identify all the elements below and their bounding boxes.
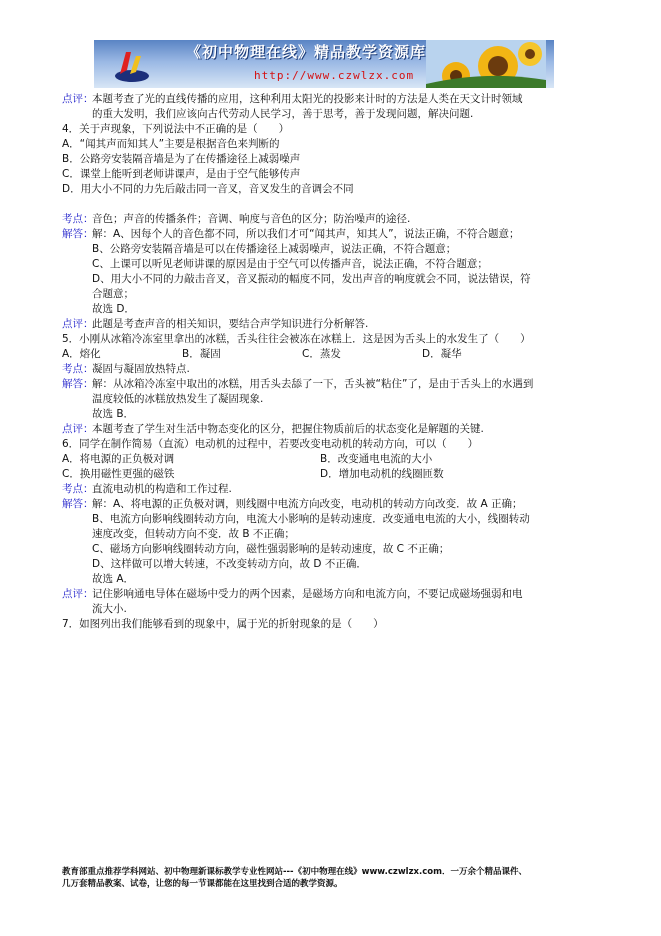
footer-line-2: 几万套精品教案、试卷，让您的每一节课都能在这里找到合适的教学资源。	[62, 879, 343, 889]
label-kaodian: 考点：	[62, 483, 94, 495]
site-logo-icon	[112, 46, 152, 84]
q4-answer: 故选 D．	[92, 303, 135, 315]
q6-option-c: C．换用磁性更强的磁铁	[62, 468, 175, 480]
q6-options-row1	[62, 452, 594, 467]
q5-option-c: C．蒸发	[302, 348, 341, 360]
q4-dianping: 点评：此题是考查声音的相关知识，要结合声学知识进行分析解答.	[62, 318, 369, 330]
sunflower-icon	[426, 40, 546, 88]
q4-option-a: A．“闻其声而知其人”主要是根据音色来判断的	[62, 138, 280, 150]
q4-option-d: D．用大小不同的力先后敲击同一音叉，音叉发生的音调会不同	[62, 183, 354, 195]
q6-answer: 故选 A．	[92, 573, 135, 585]
q6-jieda-b-cont: 速度改变，但转动方向不变．故 B 不正确；	[92, 528, 295, 540]
q4-kaodian: 考点：音色；声音的传播条件；音调、响度与音色的区分；防治噪声的途径.	[62, 213, 411, 225]
label-jieda: 解答：	[62, 498, 94, 510]
label-jieda: 解答：	[62, 378, 94, 390]
q5-option-b: B．凝固	[182, 348, 221, 360]
q5-stem: 5．小刚从冰箱冷冻室里拿出的冰糕，舌头往往会被冻在冰糕上．这是因为舌头上的水发生了（ ）	[62, 333, 531, 345]
q6-jieda-b: B、电流方向影响线圈转动方向，电流大小影响的是转动速度．改变通电电流的大小，线圈转动	[92, 513, 530, 525]
q5-jieda: 解答：解：从冰箱冷冻室中取出的冰糕，用舌头去舔了一下，舌头被“粘住”了，是由于舌头上的水遇到	[62, 378, 534, 390]
page-footer	[62, 866, 602, 890]
q4-jieda-c: C、上课可以听见老师讲课的原因是由于空气可以传播声音，说法正确，不符合题意；	[92, 258, 488, 270]
label-jieda: 解答：	[62, 228, 94, 240]
q4-jieda: 解答：解：A、因每个人的音色都不同，所以我们才可“闻其声，知其人”，说法正确，不符合题意；	[62, 228, 520, 240]
q5-option-d: D．凝华	[422, 348, 462, 360]
q6-option-d: D．增加电动机的线圈匝数	[320, 468, 444, 480]
q4-option-b: B．公路旁安装隔音墙是为了在传播途径上减弱噪声	[62, 153, 301, 165]
q5-dianping: 点评：本题考查了学生对生活中物态变化的区分，把握住物质前后的状态变化是解题的关键.	[62, 423, 484, 435]
banner-title: 《初中物理在线》精品教学资源库	[186, 43, 427, 61]
label-dianping: 点评：	[62, 93, 94, 105]
q6-option-a: A．将电源的正负极对调	[62, 453, 175, 465]
q5-options	[62, 347, 594, 362]
q6-stem: 6．同学在制作简易（直流）电动机的过程中，若要改变电动机的转动方向，可以（ ）	[62, 438, 479, 450]
q3-dianping: 点评：本题考查了光的直线传播的应用，这种利用太阳光的投影来计时的方法是人类在天文计时领域	[62, 93, 523, 105]
q6-options-row2	[62, 467, 594, 482]
q6-jieda-c: C、磁场方向影响线圈转动方向，磁性强弱影响的是转动速度，故 C 不正确；	[92, 543, 450, 555]
q4-jieda-b: B、公路旁安装隔音墙是可以在传播途径上减弱噪声，说法正确，不符合题意；	[92, 243, 457, 255]
label-dianping: 点评：	[62, 318, 94, 330]
q5-jieda-cont: 温度较低的冰糕放热发生了凝固现象.	[92, 393, 264, 405]
q6-jieda-d: D、这样做可以增大转速，不改变转动方向，故 D 不正确．	[92, 558, 367, 570]
q4-option-c: C．课堂上能听到老师讲课声，是由于空气能够传声	[62, 168, 301, 180]
q6-kaodian: 考点：直流电动机的构造和工作过程.	[62, 483, 232, 495]
q4-jieda-d-cont: 合题意；	[92, 288, 134, 300]
banner-url[interactable]: http://www.czwlzx.com	[254, 69, 415, 82]
q6-jieda: 解答：解：A、将电源的正负极对调，则线圈中电流方向改变，电动机的转动方向改变．故 A 正确；	[62, 498, 523, 510]
q3-dianping-cont: 的重大发明，我们应该向古代劳动人民学习，善于思考，善于发现问题，解决问题.	[92, 108, 474, 120]
q5-answer: 故选 B．	[92, 408, 135, 420]
q7-stem: 7．如图列出我们能够看到的现象中，属于光的折射现象的是（ ）	[62, 618, 384, 630]
footer-line-1: 教育部重点推荐学科网站、初中物理新课标教学专业性网站---《初中物理在线》www.czwlzx.com．一万余个精品课件、	[62, 867, 527, 877]
label-dianping: 点评：	[62, 588, 94, 600]
header-banner	[94, 40, 554, 88]
q5-option-a: A．熔化	[62, 348, 101, 360]
q6-dianping: 点评：记住影响通电导体在磁场中受力的两个因素，是磁场方向和电流方向，不要记成磁场强弱和电	[62, 588, 523, 600]
q4-jieda-d: D、用大小不同的力敲击音叉，音叉振动的幅度不同，发出声音的响度就会不同，说法错误，符	[92, 273, 531, 285]
document-body	[62, 92, 594, 632]
label-kaodian: 考点：	[62, 213, 94, 225]
q4-stem: 4．关于声现象，下列说法中不正确的是（ ）	[62, 123, 290, 135]
q5-kaodian: 考点：凝固与凝固放热特点.	[62, 363, 190, 375]
q6-dianping-cont: 流大小.	[92, 603, 127, 615]
q6-option-b: B．改变通电电流的大小	[320, 453, 433, 465]
label-kaodian: 考点：	[62, 363, 94, 375]
label-dianping: 点评：	[62, 423, 94, 435]
